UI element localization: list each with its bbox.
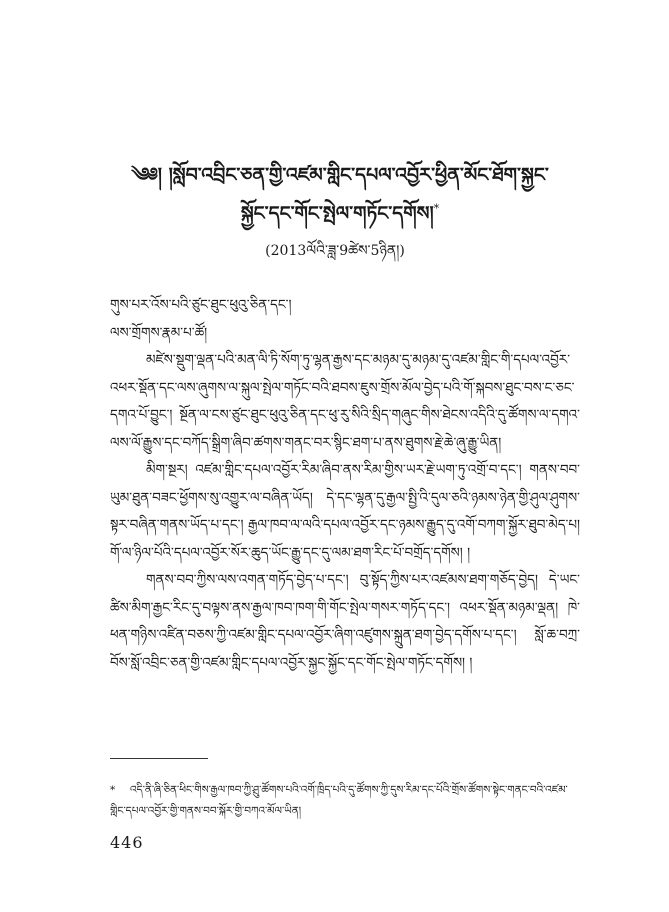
page-number: 446 [110,833,144,852]
chapter-title [120,158,560,230]
date-line: (2013ལོའི་ཟླ་9ཚེས་5ཉིན།) [265,243,405,259]
footnote [110,780,580,822]
paragraph: མིག་སྔར། འཛམ་གླིང་དཔལ་འབྱོར་རིམ་ཞིབ་ནས་རིམ་གྱིས་ཡར་རྗེ་ཡག་ཏུ་འགྲོ་བ་དང་། གནས་བབ་ཡུམ་ཐུན་བཟང་ཕྱོགས་སུ་འགྱུར་ལ་བཞིན་ཡོད། དེ་དང་ལྷན་དུ་རྒྱལ་སྤྱི་འི་དུལ་ཅའི་ཉམས་ཉེན་གྱི་ཤུལ་ཤུགས་སྟར་བཞིན་གནས་ཡོད་པ་དང་། རྒྱལ་ཁབ་ལ་ལའི་དཔལ་འབྱོར་དང་ཉམས་རྒྱུད་དུ་འགོ་བཀག་སྐྱོར་ཐུབ་མེད་པ། གོ་ལ་ཉིལ་པོའི་དཔལ་འབྱོར་སོར་ཆུད་ཡོང་རྒྱུ་དང་དུ་ལམ་ཐག་རིང་པོ་བགྲོད་དགོས། ། [110,462,580,561]
title-footnote-mark: * [433,202,440,215]
body-text [110,292,580,677]
paragraph: མཛེས་སྡུག་ལྡན་པའི་མན་ལི་ཏི་སོག་ཏུ་ལྷན་རྒྱས་དང་མཉམ་དུ་མཉམ་དུ་འཛམ་གླིང་གི་དཔལ་འབྱོར་འཕར་སྡོན་དང་ལས་ཞུགས་ལ་སྐུལ་སྤེལ་གཏོང་བའི་ཐབས་ཇུས་གྲོས་མོལ་བྱེད་པའི་གོ་སྐབས་ཐུང་བས་ང་ཅང་དགའ་པོ་བྱུང་། སྔོན་ལ་ངས་ཙུང་ཐུང་ཕུའུ་ཅིན་དང་ཕུ་རུ་སིའི་སྲིད་གཞུང་གིས་ཐེངས་འདིའི་དུ་ཚོགས་ལ་དགའ་ལས་ལོ་རྒྱུས་དང་བཀོད་སྒྲིག་ཞིབ་ཚགས་གནང་བར་སྙིང་ཐག་པ་ནས་ཐུགས་རྗེ་ཆེ་ཞུ་རྒྱུ་ཡིན། [110,352,580,451]
title-text: ༄༅། །སློབ་འབྲིང་ཅན་གྱི་འཛམ་གླིང་དཔལ་འབྱོར་ཕྱིན་མོང་ཐོག་སྐྱང་སྐྱོང་དང་གོང་སྤེལ་གཏོང་དགོས། [131,164,549,225]
paragraph: གནས་བབ་ཀྱིས་ལས་འགན་གཏོད་བྱེད་པ་དང་། བུ་སྟོད་ཀྱིས་པར་འཛམས་ཐག་གཅོད་བྱེད། དེ་ཡང་ཚིས་མིག་རྒྱང་རིང་དུ་བལྟས་ནས་རྒྱལ་ཁབ་ཁག་གི་གོང་སྤེལ་གསར་གཏོད་དང་། འཕར་སྡོན་མཉམ་ལྡན། ཁེ་ཕན་གཉིས་འཛིན་བཅས་ཀྱི་འཛམ་གླིང་དཔལ་འབྱོར་ཞིག་འཛུགས་སྐྲུན་ཐག་བྱེད་དགོས་པ་དང་། སློ་ཆ་བཀྲ་བོས་སློ་འབྲིང་ཅན་གྱི་འཛམ་གླིང་དཔལ་འབྱོར་སྐྱང་སྐྱོང་དང་གོང་སྤེལ་གཏོང་དགོས། ། [110,572,580,671]
salutation-line: གུས་པར་འོས་པའི་ཙུང་ཐུང་ཕུའུ་ཅིན་དང་། [110,297,292,313]
footnote-mark: * [110,784,116,796]
footnote-text: འདི་ནི་ཞི་ཅིན་ཕིང་གིས་རྒྱལ་ཁབ་ཀྱི་ཤྲུ་ཚོགས་པའི་འགོ་ཁྲིད་པའི་དུ་ཚོགས་ཀྱི་དུས་རིམ་དང་པོའི་གྲོས་ཚོགས་སྟེང་གནང་བའི་འཛམ་གླིང་དཔལ་འབྱོར་གྱི་གནས་བབ་སྐོར་གྱི་བཀའ་མོལ་ཡིན། [110,784,568,817]
salutation-line: ལས་གྲོགས་རྣམ་པ་ཚོ། [110,324,208,341]
footnote-divider [110,758,208,759]
